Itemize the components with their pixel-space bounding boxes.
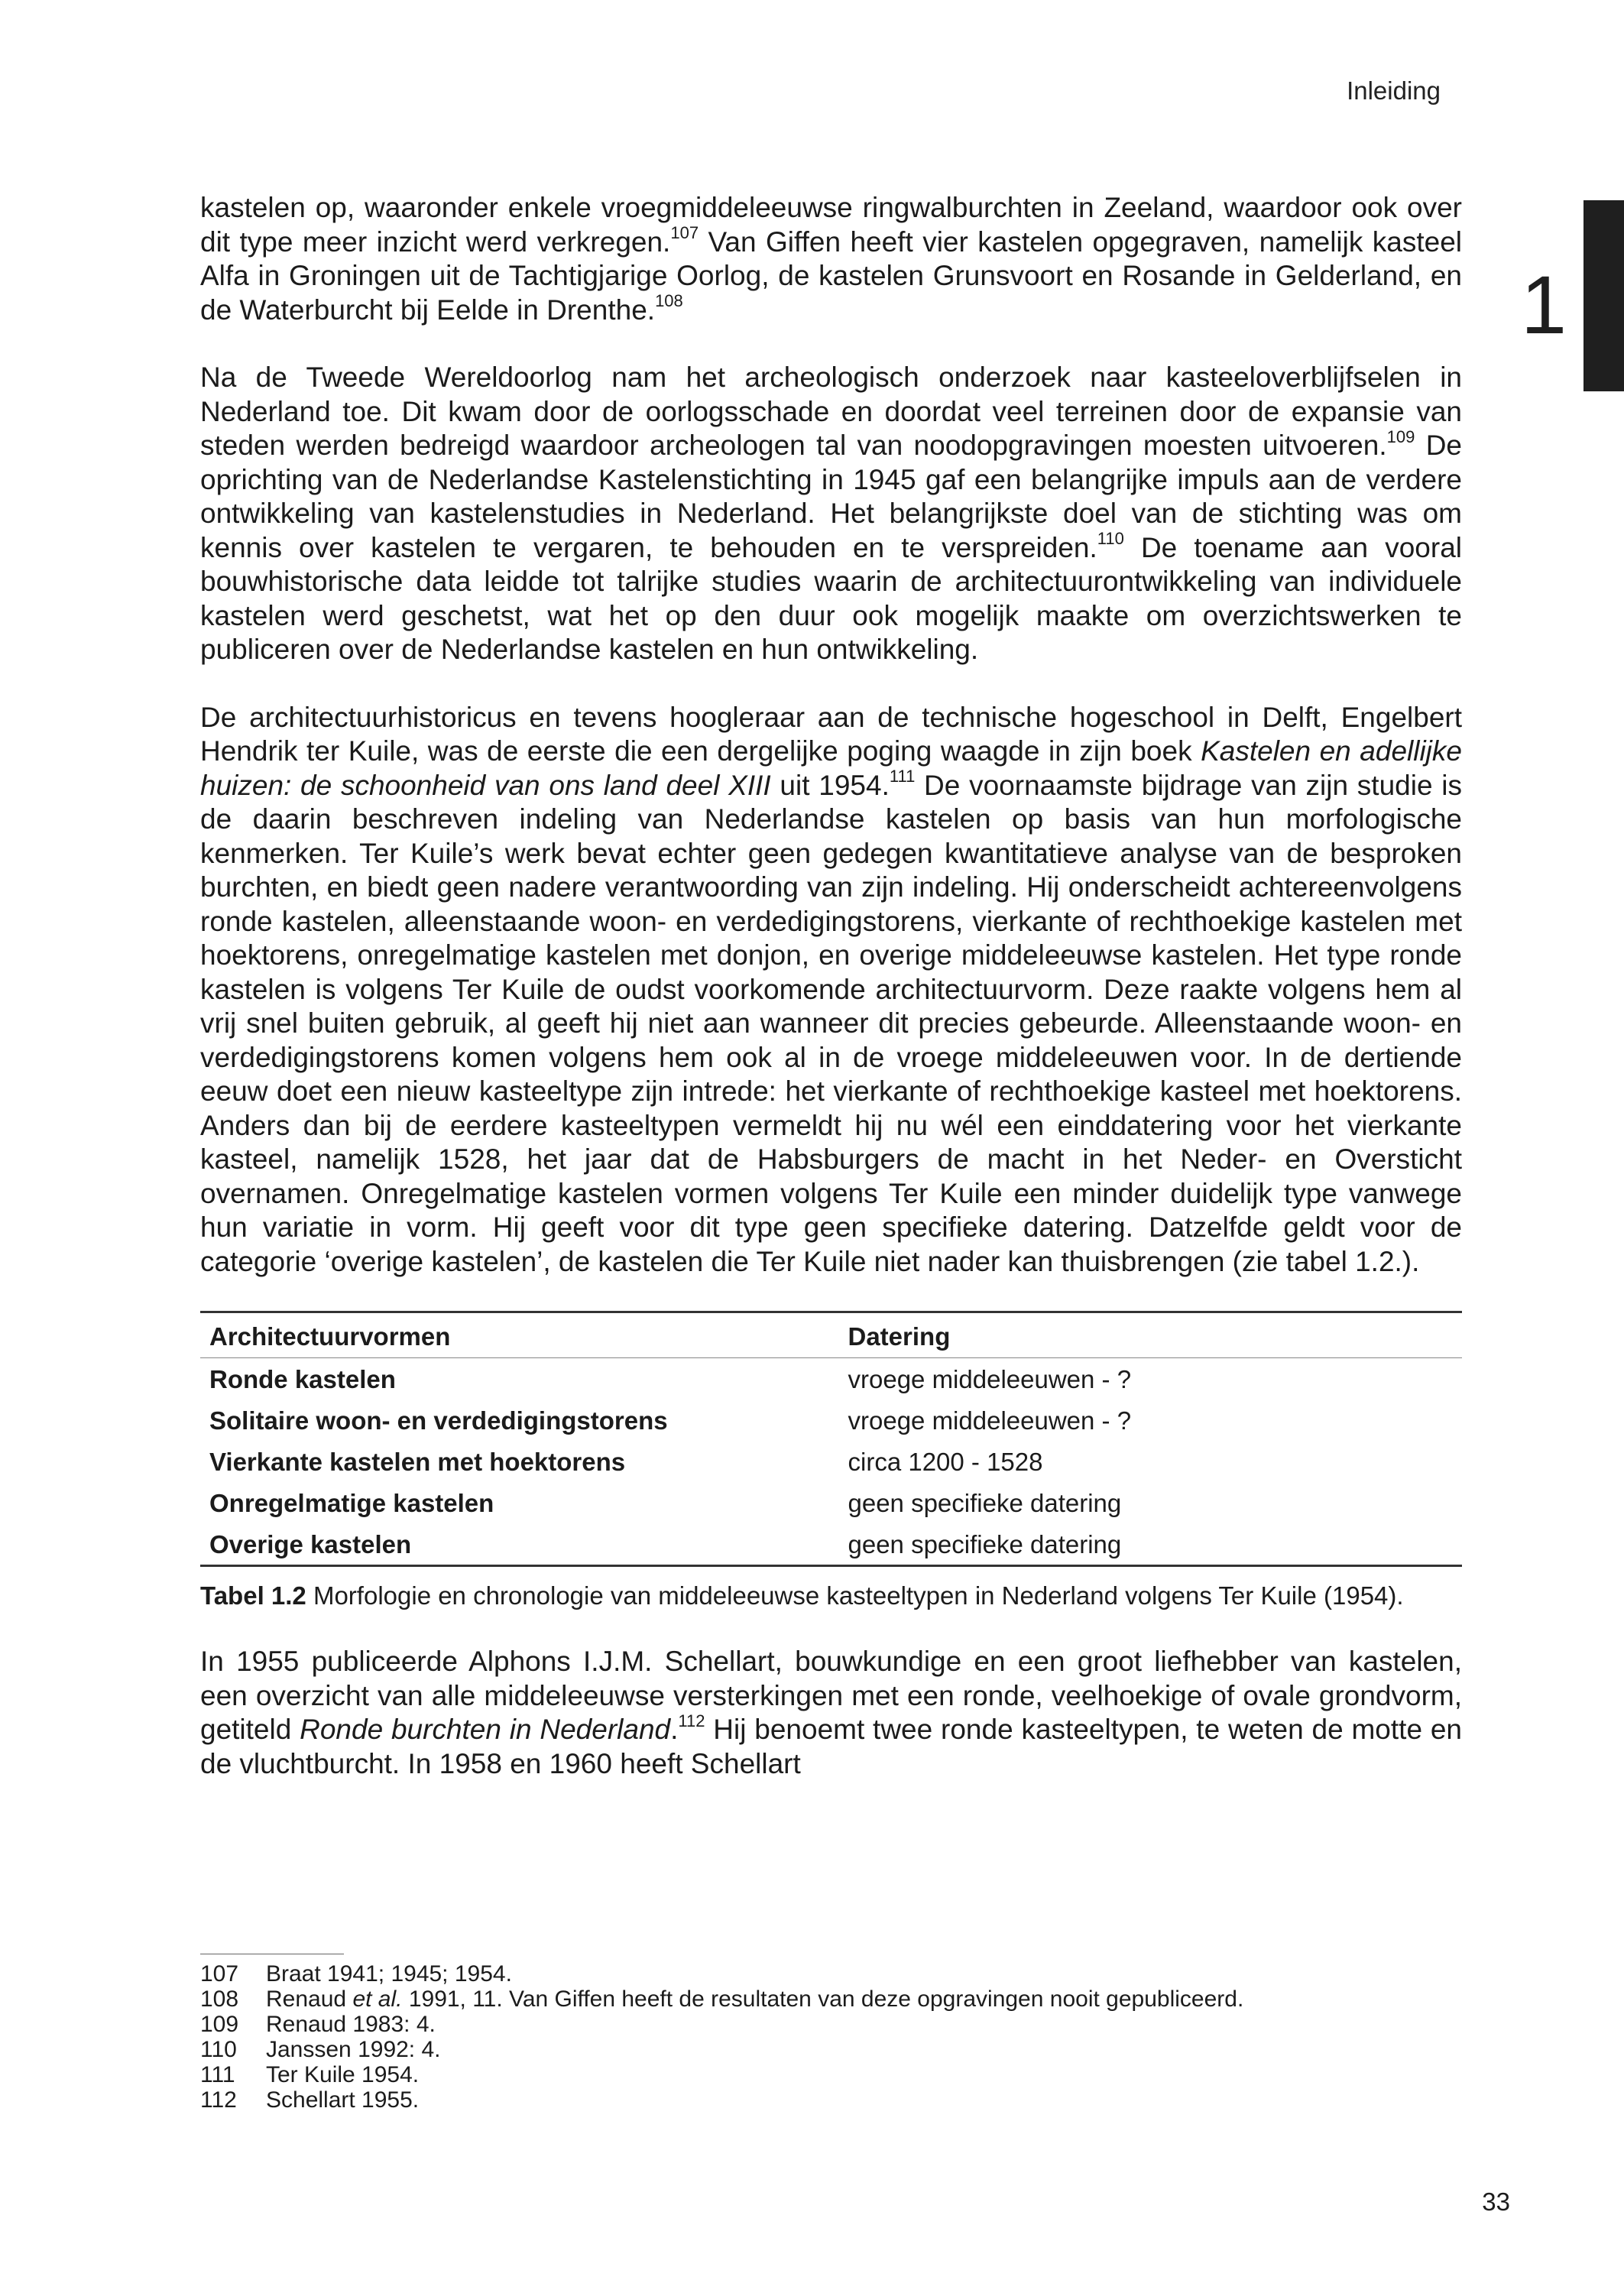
book-title: Kastelen en adellijke huizen: de schoonheid van ons land deel XIII — [200, 735, 1462, 801]
footnote-text — [266, 1987, 1243, 2012]
paragraph-text: De architectuurhistoricus en tevens hoogleraar aan de technische hogeschool in Delft, Engelbert Hendrik ter Kuile, was de eerste die een dergelijke poging waagde in zijn boek — [200, 701, 1462, 767]
footnote-text-italic: et al. — [352, 1987, 403, 2012]
paragraph-text: De voornaamste bijdrage van zijn studie is de daarin beschreven indeling van Nederlandse kastelen op basis van hun morfologische kenmerken. Ter Kuile’s werk bevat echter geen gedegen kwantitatieve analyse van de besproken burchten, en biedt geen nadere verantwoording van zijn indeling. Hij onderscheidt achtereenvolgens ronde kastelen, alleenstaande woon- en verdedigingstorens, vierkante of rechthoekige kastelen met hoektorens, onregelmatige kastelen met donjon, en overige middeleeuwse kastelen. Het type ronde kastelen is volgens Ter Kuile de oudst voorkomende architectuurvorm. Deze raakte volgens hem al vrij snel buiten gebruik, al geeft hij niet aan wanneer dit precies gebeurde. Alleenstaande woon- en verdedigingstorens komen volgens hem ook al in de vroege middeleeuwen voor. In de dertiende eeuw doet een nieuw kasteeltype zijn intrede: het vierkante of rechthoekige kasteel met hoektorens. Anders dan bij de eerdere kasteeltypen vermeldt hij nu wél een einddatering voor het vierkante kasteel, namelijk 1528, het jaar dat de Habsburgers de macht in het Neder- en Oversticht overnamen. Onregelmatige kastelen vormen volgens Ter Kuile een minder duidelijk type vanwege hun variatie in vorm. Hij geeft voor dit type geen specifieke datering. Datzelfde geldt voor de categorie ‘overige kastelen’, de kastelen die Ter Kuile niet nader kan thuisbrengen (zie tabel 1.2.). — [200, 769, 1462, 1277]
footnote-number: 110 — [200, 2037, 237, 2062]
footnotes — [200, 1961, 1499, 2113]
table-row — [200, 1523, 1462, 1566]
footnote — [200, 1987, 1499, 2012]
footnote — [200, 2087, 1499, 2113]
page-number: 33 — [1482, 2188, 1510, 2216]
paragraph-text: kastelen op, waaronder enkele vroegmiddeleeuwse ringwalburchten in Zeeland, waardoor ook over dit type meer inzicht werd verkregen. — [200, 192, 1462, 258]
footnote-ref[interactable]: 111 — [889, 767, 916, 786]
footnote-number: 111 — [200, 2062, 235, 2087]
footnote — [200, 2012, 1499, 2037]
footnote-number: 109 — [200, 2012, 239, 2037]
chapter-tab — [1583, 200, 1624, 391]
table-cell: Solitaire woon- en verdedigingstorens — [209, 1406, 668, 1435]
table-cell: geen specifieke datering — [848, 1488, 1122, 1517]
table-cell: geen specifieke datering — [848, 1529, 1122, 1558]
footnote-ref[interactable]: 108 — [655, 291, 683, 311]
paragraph — [200, 191, 1462, 327]
footnote-ref[interactable]: 109 — [1386, 426, 1415, 446]
caption-text: Morfologie en chronologie van middeleeuwse kasteeltypen in Nederland volgens Ter Kuile (1954). — [306, 1581, 1404, 1610]
paragraph-text: Van Giffen heeft vier kastelen opgegraven, namelijk kasteel Alfa in Groningen uit de Tachtigjarige Oorlog, de kastelen Grunsvoort en Rosande in Gelderland, en de Waterburcht bij Eelde in Drenthe. — [200, 225, 1463, 326]
paragraph — [200, 1645, 1462, 1781]
footnote-text: Schellart 1955. — [266, 2087, 420, 2113]
castle-types-table — [200, 1311, 1462, 1567]
caption-label: Tabel 1.2 — [200, 1581, 306, 1610]
table-header-row — [200, 1312, 1462, 1358]
footnote — [200, 2037, 1499, 2062]
table-row — [200, 1399, 1462, 1441]
footnote — [200, 2062, 1499, 2087]
table-row — [200, 1441, 1462, 1482]
footnote-number: 108 — [200, 1987, 239, 2012]
paragraph-text: uit 1954. — [770, 769, 890, 801]
body-text — [200, 191, 1462, 1781]
table-cell: Onregelmatige kastelen — [209, 1488, 494, 1517]
footnote-text: Braat 1941; 1945; 1954. — [266, 1961, 512, 1987]
chapter-number: 1 — [1521, 258, 1567, 351]
paragraph-text: Hij benoemt twee ronde kasteeltypen, te weten de motte en de vluchtburcht. In 1958 en 1960 heeft Schellart — [200, 1714, 1462, 1779]
table-cell: Overige kastelen — [209, 1529, 412, 1558]
paragraph — [200, 701, 1462, 1279]
table-header: Datering — [831, 1312, 1463, 1358]
table-cell: vroege middeleeuwen - ? — [848, 1364, 1132, 1393]
footnote-ref[interactable]: 107 — [670, 223, 699, 243]
footnote-text-part: 1991, 11. Van Giffen heeft de resultaten van deze opgravingen nooit gepubliceerd. — [402, 1987, 1244, 2012]
book-title: Ronde burchten in Nederland — [300, 1714, 671, 1745]
footnote-number: 107 — [200, 1961, 239, 1987]
footnote-ref[interactable]: 112 — [678, 1711, 705, 1730]
footnote-text: Ter Kuile 1954. — [266, 2062, 420, 2087]
table-header: Architectuurvormen — [200, 1312, 831, 1358]
footnote-text-part: Renaud — [266, 1987, 353, 2012]
footnote-number: 112 — [200, 2087, 237, 2113]
table-block — [200, 1311, 1462, 1611]
table-caption — [200, 1581, 1462, 1611]
paragraph-text: . — [670, 1714, 679, 1745]
table-row — [200, 1358, 1462, 1400]
paragraph-text: De oprichting van de Nederlandse Kastelenstichting in 1945 gaf een belangrijke impuls aan de verdere ontwikkeling van kastelenstudies in Nederland. Het belangrijkste doel van de stichting was om kennis over kastelen te vergaren, te behouden en te verspreiden. — [200, 430, 1462, 563]
table-cell: vroege middeleeuwen - ? — [848, 1406, 1132, 1435]
footnote-ref[interactable]: 110 — [1097, 529, 1124, 549]
paragraph-text: De toename aan vooral bouwhistorische data leidde tot talrijke studies waarin de architectuurontwikkeling van individuele kastelen werd geschetst, wat het op den duur ook mogelijk maakte om overzichtswerken te publiceren over de Nederlandse kastelen en hun ontwikkeling. — [200, 531, 1462, 665]
paragraph-text: Na de Tweede Wereldoorlog nam het archeologisch onderzoek naar kasteeloverblijfselen in Nederland toe. Dit kwam door de oorlogsschade en doordat veel terreinen door de expansie van steden werden bedreigd waardoor archeologen tal van noodopgravingen moesten uitvoeren. — [200, 362, 1462, 461]
footnote-text: Renaud 1983: 4. — [266, 2012, 436, 2037]
paragraph-text: In 1955 publiceerde Alphons I.J.M. Schellart, bouwkundige en een groot liefhebber van kastelen, een overzicht van alle middeleeuwse versterkingen met een ronde, veelhoekige of ovale grondvorm, getiteld — [200, 1646, 1462, 1745]
paragraph — [200, 361, 1462, 667]
table-cell: Ronde kastelen — [209, 1364, 396, 1393]
table-row — [200, 1482, 1462, 1523]
running-head: Inleiding — [1347, 76, 1441, 105]
table-cell: circa 1200 - 1528 — [848, 1447, 1043, 1476]
table-cell: Vierkante kastelen met hoektorens — [209, 1447, 626, 1476]
footnote — [200, 1961, 1499, 1987]
footnote-text: Janssen 1992: 4. — [266, 2037, 441, 2062]
